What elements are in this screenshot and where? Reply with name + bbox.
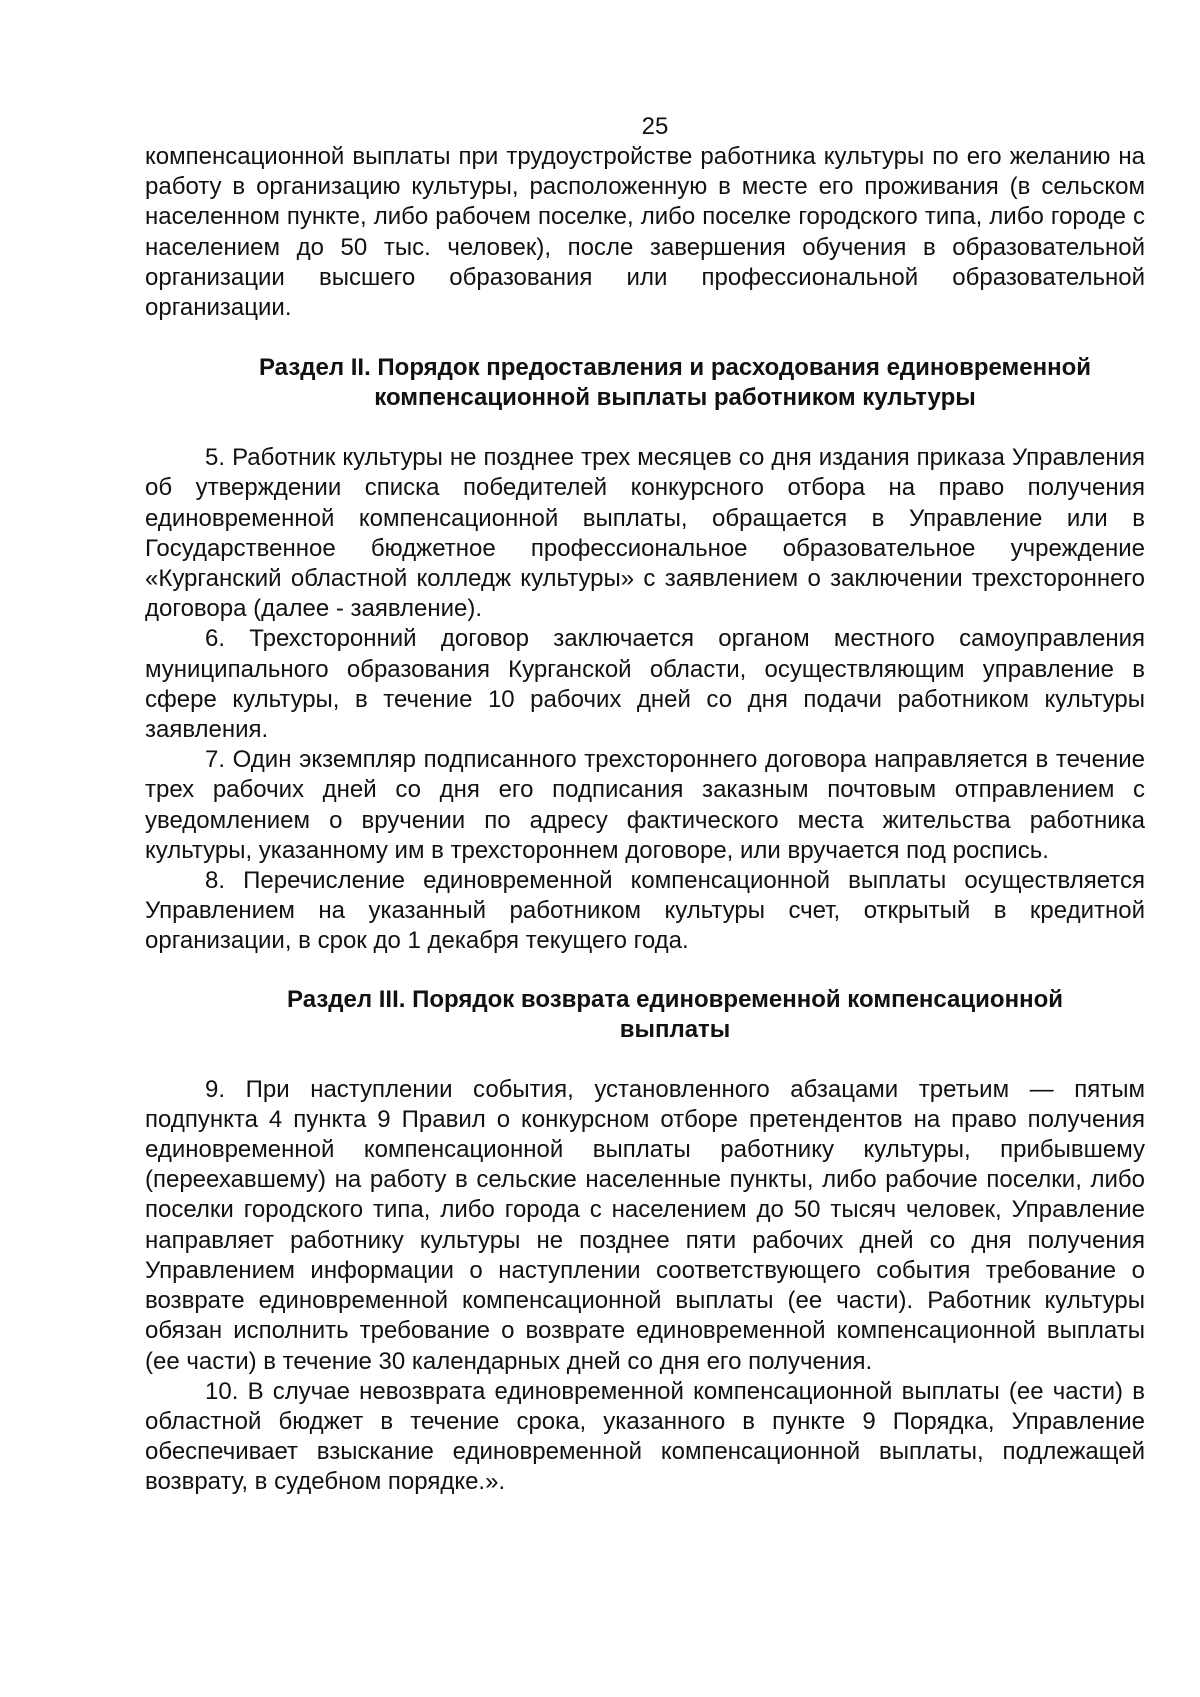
section-3-heading	[145, 985, 1145, 1045]
section-2-heading	[145, 353, 1145, 413]
paragraph-10: 10. В случае невозврата единовременной компенсационной выплаты (ее части) в областной бюджет в течение срока, указанного в пункте 9 Порядка, Управление обеспечивает взыскание единовременной компенсационной выплаты, подлежащей возврату, в судебном порядке.».	[145, 1377, 1145, 1496]
section-3-heading-line2: выплаты	[619, 1015, 731, 1043]
section-3	[145, 985, 1145, 1498]
section-3-heading-line1: Раздел III. Порядок возврата единовременной компенсационной	[287, 985, 1063, 1013]
paragraph-9: 9. При наступлении события, установленного абзацами третьим — пятым подпункта 4 пункта 9 Правил о конкурсном отборе претендентов на право получения единовременной компенсационной выплаты работнику культуры, прибывшему (переехавшему) на работу в сельские населенные пункты, либо рабочие поселки, либо поселки городского типа, либо города с населением до 50 тысяч человек, Управление направляет работнику культуры не позднее пяти рабочих дней со дня получения Управлением информации о наступлении соответствующего события требование о возврате единовременной компенсационной выплаты (ее части). Работник культуры обязан исполнить требование о возврате единовременной компенсационной выплаты (ее части) в течение 30 календарных дней со дня его получения.	[145, 1075, 1145, 1375]
paragraph-5: 5. Работник культуры не позднее трех месяцев со дня издания приказа Управления об утверждении списка победителей конкурсного отбора на право получения единовременной компенсационной выплаты, обращается в Управление или в Государственное бюджетное профессиональное образовательное учреждение «Курганский областной колледж культуры» с заявлением о заключении трехстороннего договора (далее - заявление).	[145, 444, 1145, 623]
page-number: 25	[641, 113, 669, 140]
document-page	[145, 112, 1145, 1498]
section-2	[145, 353, 1145, 956]
section-2-heading-line1: Раздел II. Порядок предоставления и расходования единовременной	[258, 354, 1092, 382]
paragraph-8: 8. Перечисление единовременной компенсационной выплаты осуществляется Управлением на указанный работником культуры счет, открытый в кредитной организации, в срок до 1 декабря текущего года.	[145, 867, 1145, 955]
section-2-heading-line2: компенсационной выплаты работником культуры	[374, 384, 976, 412]
intro-paragraph: компенсационной выплаты при трудоустройстве работника культуры по его желанию на работу в организацию культуры, расположенную в месте его проживания (в сельском населенном пункте, либо рабочем поселке, либо поселке городского типа, либо городе с населением до 50 тыс. человек), после завершения обучения в образовательной организации высшего образования или профессиональной образовательной организации.	[145, 143, 1145, 322]
paragraph-7: 7. Один экземпляр подписанного трехстороннего договора направляется в течение трех рабочих дней со дня его подписания заказным почтовым отправлением с уведомлением о вручении по адресу фактического места жительства работника культуры, указанному им в трехстороннем договоре, или вручается под роспись.	[145, 746, 1145, 864]
paragraph-6: 6. Трехсторонний договор заключается органом местного самоуправления муниципального образования Курганской области, осуществляющим управление в сфере культуры, в течение 10 рабочих дней со дня подачи работником культуры заявления.	[145, 625, 1145, 744]
